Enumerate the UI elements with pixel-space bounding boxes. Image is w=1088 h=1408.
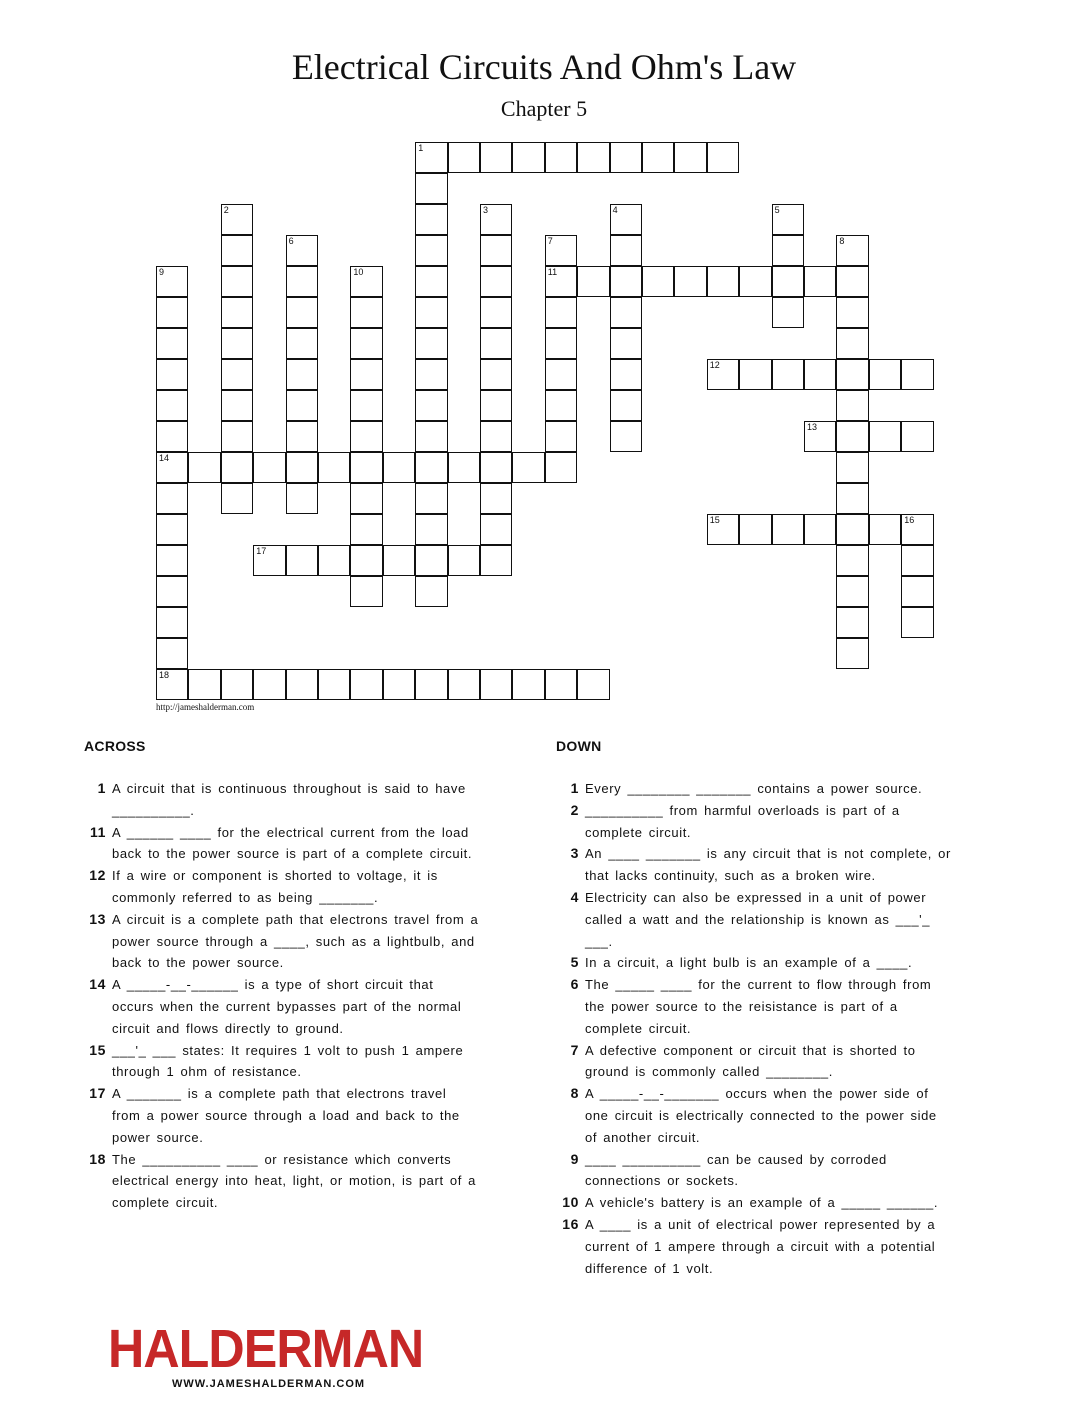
grid-cell[interactable]: [221, 235, 253, 266]
grid-cell[interactable]: [156, 576, 188, 607]
clue-number: 15: [89, 1041, 106, 1058]
page-subtitle: Chapter 5: [500, 96, 588, 121]
grid-cell[interactable]: [674, 266, 706, 297]
grid-cell[interactable]: [836, 421, 868, 452]
grid-cell[interactable]: [836, 297, 868, 328]
clue-item: [553, 887, 953, 952]
clue-text: The _____ ____ for the current to flow through from the power source to the reisistance is part of a complete circuit.: [585, 977, 932, 1036]
grid-cell[interactable]: [836, 390, 868, 421]
down-clue-list: [553, 778, 953, 1279]
grid-cell[interactable]: [545, 390, 577, 421]
grid-cell[interactable]: [448, 669, 480, 700]
grid-cell[interactable]: [836, 359, 868, 390]
grid-cell[interactable]: [156, 452, 188, 483]
grid-cell[interactable]: [674, 142, 706, 173]
grid-cell[interactable]: [610, 266, 642, 297]
grid-cell[interactable]: [253, 545, 285, 576]
logo-url: WWW.JAMESHALDERMAN.COM: [172, 1378, 366, 1390]
clue-item: [553, 800, 953, 844]
grid-cell[interactable]: [286, 297, 318, 328]
grid-cell[interactable]: [772, 235, 804, 266]
grid-cell[interactable]: [350, 390, 382, 421]
clue-number: 9: [570, 1150, 579, 1167]
clue-number: 12: [89, 867, 106, 884]
page-title: Electrical Circuits And Ohm's Law: [291, 47, 797, 87]
grid-cell[interactable]: [610, 235, 642, 266]
clue-item: [80, 778, 480, 822]
clue-item: [553, 1149, 953, 1193]
grid-cell[interactable]: [350, 545, 382, 576]
grid-cell[interactable]: [221, 266, 253, 297]
grid-cell[interactable]: [350, 669, 382, 700]
grid-cell[interactable]: [772, 514, 804, 545]
grid-cell[interactable]: [772, 204, 804, 235]
grid-cell[interactable]: [415, 328, 447, 359]
grid-cell[interactable]: [415, 576, 447, 607]
grid-cell[interactable]: [869, 359, 901, 390]
grid-cell[interactable]: [610, 297, 642, 328]
grid-cell[interactable]: [286, 421, 318, 452]
grid-cell[interactable]: [577, 142, 609, 173]
grid-cell[interactable]: [221, 359, 253, 390]
grid-cell[interactable]: [901, 421, 933, 452]
grid-cell[interactable]: [610, 142, 642, 173]
grid-cell[interactable]: [836, 235, 868, 266]
grid-cell[interactable]: [415, 390, 447, 421]
grid-cell[interactable]: [156, 359, 188, 390]
grid-cell[interactable]: [772, 266, 804, 297]
grid-cell[interactable]: [480, 359, 512, 390]
grid-cell[interactable]: [480, 452, 512, 483]
clue-number: 8: [570, 1085, 579, 1102]
clue-text: A _____-__-______ is a type of short circuit that occurs when the current bypasses part of the normal circuit and flows directly to ground.: [112, 977, 462, 1036]
grid-cell[interactable]: [156, 483, 188, 514]
grid-cell[interactable]: [156, 297, 188, 328]
grid-cell[interactable]: [901, 545, 933, 576]
clue-number: 3: [483, 205, 489, 215]
grid-cell[interactable]: [707, 142, 739, 173]
clue-item: [80, 1040, 480, 1084]
grid-cell[interactable]: [480, 669, 512, 700]
grid-cell[interactable]: [415, 235, 447, 266]
grid-cell[interactable]: [707, 266, 739, 297]
clue-number: 6: [570, 976, 579, 993]
grid-cell[interactable]: [480, 142, 512, 173]
clue-number: 17: [256, 546, 267, 556]
grid-cell[interactable]: [836, 266, 868, 297]
grid-cell[interactable]: [512, 669, 544, 700]
clue-item: [80, 865, 480, 909]
grid-cell[interactable]: [836, 483, 868, 514]
clue-number: 4: [612, 205, 618, 215]
down-heading: DOWN: [556, 738, 602, 754]
clue-number: 16: [562, 1215, 579, 1232]
clue-text: In a circuit, a light bulb is an example of a ____.: [585, 955, 913, 971]
grid-cell[interactable]: [707, 359, 739, 390]
grid-cell[interactable]: [772, 297, 804, 328]
grid-cell[interactable]: [804, 514, 836, 545]
grid-cell[interactable]: [253, 452, 285, 483]
grid-cell[interactable]: [286, 266, 318, 297]
grid-cell[interactable]: [512, 142, 544, 173]
grid-cell[interactable]: [836, 514, 868, 545]
grid-cell[interactable]: [415, 359, 447, 390]
clue-number: 15: [709, 515, 720, 525]
grid-cell[interactable]: [350, 359, 382, 390]
grid-cell[interactable]: [415, 669, 447, 700]
grid-cell[interactable]: [545, 452, 577, 483]
grid-cell[interactable]: [545, 142, 577, 173]
clue-number: 5: [774, 205, 780, 215]
clue-text: A _______ is a complete path that electrons travel from a power source through a load and back to the power source.: [112, 1086, 460, 1145]
grid-cell[interactable]: [350, 297, 382, 328]
grid-cell[interactable]: [836, 607, 868, 638]
grid-cell[interactable]: [350, 266, 382, 297]
grid-cell[interactable]: [901, 576, 933, 607]
grid-cell[interactable]: [415, 514, 447, 545]
clue-number: 2: [570, 801, 579, 818]
clue-item: [80, 909, 480, 974]
clue-number: 7: [570, 1041, 579, 1058]
grid-cell[interactable]: [869, 514, 901, 545]
grid-cell[interactable]: [286, 452, 318, 483]
clue-item: [553, 1214, 953, 1279]
clue-number: 6: [288, 236, 294, 246]
clue-number: 7: [547, 236, 553, 246]
clue-text: Every ________ _______ contains a power source.: [585, 781, 923, 796]
grid-cell[interactable]: [642, 142, 674, 173]
grid-cell[interactable]: [383, 669, 415, 700]
grid-cell[interactable]: [156, 514, 188, 545]
grid-cell[interactable]: [156, 638, 188, 669]
clue-number: 8: [839, 236, 845, 246]
grid-cell[interactable]: [610, 328, 642, 359]
grid-cell[interactable]: [415, 173, 447, 204]
clue-item: [80, 1149, 480, 1214]
grid-cell[interactable]: [286, 328, 318, 359]
clue-number: 16: [904, 515, 915, 525]
grid-cell[interactable]: [480, 328, 512, 359]
clue-text: An ____ _______ is any circuit that is not complete, or that lacks continuity, such as a broken wire.: [585, 846, 951, 884]
grid-cell[interactable]: [286, 390, 318, 421]
grid-cell[interactable]: [221, 421, 253, 452]
clue-text: Electricity can also be expressed in a unit of power called a watt and the relationship is known as ___'_ ___.: [585, 889, 931, 949]
grid-cell[interactable]: [221, 204, 253, 235]
clue-item: [553, 1192, 953, 1214]
grid-cell[interactable]: [610, 421, 642, 452]
grid-cell[interactable]: [804, 359, 836, 390]
grid-cell[interactable]: [836, 545, 868, 576]
grid-cell[interactable]: [545, 235, 577, 266]
grid-cell[interactable]: [836, 638, 868, 669]
grid-cell[interactable]: [448, 142, 480, 173]
clue-item: [553, 843, 953, 887]
grid-cell[interactable]: [836, 452, 868, 483]
grid-cell[interactable]: [901, 607, 933, 638]
clue-text: __________ from harmful overloads is part of a complete circuit.: [585, 802, 900, 840]
grid-cell[interactable]: [545, 421, 577, 452]
grid-cell[interactable]: [415, 545, 447, 576]
grid-cell[interactable]: [739, 266, 771, 297]
grid-cell[interactable]: [480, 266, 512, 297]
grid-cell[interactable]: [221, 328, 253, 359]
grid-cell[interactable]: [836, 576, 868, 607]
grid-cell[interactable]: [221, 390, 253, 421]
grid-cell[interactable]: [221, 452, 253, 483]
clue-text: ___'_ ___ states: It requires 1 volt to push 1 ampere through 1 ohm of resistance.: [112, 1042, 464, 1080]
grid-cell[interactable]: [415, 483, 447, 514]
grid-cell[interactable]: [156, 545, 188, 576]
grid-cell[interactable]: [610, 359, 642, 390]
grid-cell[interactable]: [480, 204, 512, 235]
clue-number: 11: [90, 823, 106, 840]
clue-item: [553, 778, 953, 800]
grid-cell[interactable]: [901, 514, 933, 545]
clue-text: A circuit is a complete path that electrons travel from a power source through a ____, such as a lightbulb, and back to the power source.: [112, 911, 479, 971]
grid-cell[interactable]: [480, 483, 512, 514]
clue-item: [553, 1083, 953, 1148]
clue-item: [553, 952, 953, 974]
across-heading: ACROSS: [84, 738, 146, 754]
clue-item: [80, 822, 480, 866]
clue-number: 1: [97, 780, 106, 796]
grid-cell[interactable]: [545, 328, 577, 359]
grid-cell[interactable]: [772, 359, 804, 390]
grid-cell[interactable]: [480, 421, 512, 452]
grid-cell[interactable]: [156, 669, 188, 700]
grid-cell[interactable]: [156, 390, 188, 421]
grid-cell[interactable]: [383, 452, 415, 483]
clue-number: 18: [159, 670, 170, 680]
grid-cell[interactable]: [415, 452, 447, 483]
grid-cell[interactable]: [221, 483, 253, 514]
grid-cell[interactable]: [415, 142, 447, 173]
source-url[interactable]: http://jameshalderman.com: [156, 702, 255, 712]
grid-cell[interactable]: [739, 359, 771, 390]
grid-cell[interactable]: [480, 390, 512, 421]
clue-text: A circuit that is continuous throughout is said to have __________.: [112, 781, 466, 818]
grid-cell[interactable]: [415, 266, 447, 297]
grid-cell[interactable]: [415, 297, 447, 328]
clue-number: 13: [807, 422, 818, 432]
grid-cell[interactable]: [610, 204, 642, 235]
clue-number: 10: [353, 267, 364, 277]
clue-text: A defective component or circuit that is shorted to ground is commonly called ________.: [585, 1042, 916, 1080]
halderman-logo: HALDERMAN: [108, 1319, 424, 1379]
grid-cell[interactable]: [577, 266, 609, 297]
grid-cell[interactable]: [415, 421, 447, 452]
grid-cell[interactable]: [545, 266, 577, 297]
grid-cell[interactable]: [512, 452, 544, 483]
grid-cell[interactable]: [318, 452, 350, 483]
clue-text: If a wire or component is shorted to voltage, it is commonly referred to as being _______.: [112, 868, 438, 905]
clue-number: 1: [570, 780, 579, 796]
grid-cell[interactable]: [286, 359, 318, 390]
grid-cell[interactable]: [156, 328, 188, 359]
grid-cell[interactable]: [253, 669, 285, 700]
grid-cell[interactable]: [577, 669, 609, 700]
clue-text: The __________ ____ or resistance which converts electrical energy into heat, light, or motion, is part of a complete circuit.: [112, 1151, 476, 1211]
grid-cell[interactable]: [545, 297, 577, 328]
grid-cell[interactable]: [610, 390, 642, 421]
clue-number: 10: [562, 1194, 579, 1211]
grid-cell[interactable]: [286, 235, 318, 266]
grid-cell[interactable]: [286, 669, 318, 700]
grid-cell[interactable]: [804, 421, 836, 452]
clue-item: [80, 1083, 480, 1148]
clue-text: ____ __________ can be caused by corroded connections or sockets.: [585, 1151, 887, 1189]
grid-cell[interactable]: [221, 297, 253, 328]
clue-text: A ______ ____ for the electrical current from the load back to the power source is part of a complete circuit.: [112, 824, 473, 862]
grid-cell[interactable]: [545, 669, 577, 700]
grid-cell[interactable]: [448, 545, 480, 576]
grid-cell[interactable]: [188, 669, 220, 700]
grid-cell[interactable]: [350, 576, 382, 607]
clue-text: A vehicle's battery is an example of a _____ ______.: [585, 1195, 939, 1211]
grid-cell[interactable]: [156, 421, 188, 452]
clue-number: 9: [159, 267, 165, 277]
grid-cell[interactable]: [804, 266, 836, 297]
grid-cell[interactable]: [901, 359, 933, 390]
grid-cell[interactable]: [286, 483, 318, 514]
grid-cell[interactable]: [221, 669, 253, 700]
grid-cell[interactable]: [739, 514, 771, 545]
grid-cell[interactable]: [318, 545, 350, 576]
clue-item: [553, 1040, 953, 1084]
grid-cell[interactable]: [480, 297, 512, 328]
grid-cell[interactable]: [156, 607, 188, 638]
clue-number: 17: [89, 1085, 106, 1102]
grid-cell[interactable]: [642, 266, 674, 297]
clue-number: 14: [159, 453, 170, 463]
grid-cell[interactable]: [383, 545, 415, 576]
clue-number: 5: [570, 954, 579, 971]
clue-number: 1: [418, 143, 424, 153]
grid-cell[interactable]: [350, 452, 382, 483]
clue-number: 14: [89, 976, 106, 993]
grid-cell[interactable]: [156, 266, 188, 297]
across-clue-list: [80, 778, 480, 1214]
clue-item: [80, 974, 480, 1039]
grid-cell[interactable]: [480, 514, 512, 545]
grid-cell[interactable]: [836, 328, 868, 359]
clue-number: 11: [547, 267, 558, 277]
grid-cell[interactable]: [350, 514, 382, 545]
grid-cell[interactable]: [480, 235, 512, 266]
grid-cell[interactable]: [350, 328, 382, 359]
grid-cell[interactable]: [448, 452, 480, 483]
grid-cell[interactable]: [415, 204, 447, 235]
grid-cell[interactable]: [350, 483, 382, 514]
grid-cell[interactable]: [707, 514, 739, 545]
grid-cell[interactable]: [318, 669, 350, 700]
grid-cell[interactable]: [188, 452, 220, 483]
clue-text: A _____-__-_______ occurs when the power side of one circuit is electrically connected to the power side of another circuit.: [585, 1086, 937, 1145]
clue-number: 2: [223, 205, 229, 215]
clue-number: 12: [709, 360, 720, 370]
clue-number: 18: [89, 1150, 106, 1167]
clue-item: [553, 974, 953, 1039]
grid-cell[interactable]: [350, 421, 382, 452]
clue-number: 13: [89, 910, 106, 927]
grid-cell[interactable]: [869, 421, 901, 452]
clue-text: A ____ is a unit of electrical power represented by a current of 1 ampere through a circuit with a potential difference of 1 volt.: [585, 1216, 936, 1276]
clue-number: 4: [570, 888, 579, 905]
grid-cell[interactable]: [545, 359, 577, 390]
clue-number: 3: [570, 845, 579, 862]
grid-cell[interactable]: [480, 545, 512, 576]
grid-cell[interactable]: [286, 545, 318, 576]
